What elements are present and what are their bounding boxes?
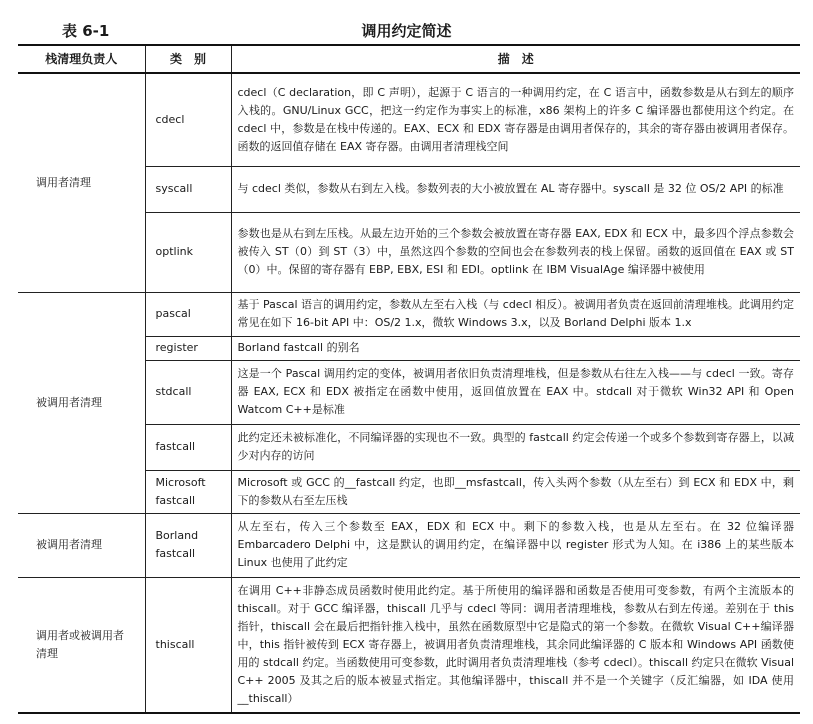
description-cell: 在调用 C++非静态成员函数时使用此约定。基于所使用的编译器和函数是否使用可变参数，有两个主流版本的 thiscall。对于 GCC 编译器，thiscall 几乎与 cdecl 等同：调用者清理堆栈，参数从右到左传递。差别在于 this 指针，thiscall 会在最后把指针推入栈中，虽然在函数原型中它是隐式的第一个参数。在微软 Visual C++编译器中，this 指针被传到 ECX 寄存器上，被调用者负责清理堆栈，其余同此编译器的 C 版本和 Windows API 函数使用的 stdcall 约定。当函数使用可变参数，此时调用者负责清理堆栈（参考 cdecl）。thiscall 约定只在微软 Visual C++ 2005 及其之后的版本被显式指定。其他编译器中，thiscall 并不是一个关键字（反汇编器，如 IDA 使用__thiscall） [231,577,800,713]
description-cell: Microsoft 或 GCC 的__fastcall 约定，也即__msfastcall，传入头两个参数（从左至右）到 ECX 和 EDX 中，剩下的参数从右至左压栈 [231,470,800,513]
description-cell: cdecl（C declaration，即 C 声明），起源于 C 语言的一种调用约定，在 C 语言中，函数参数是从右到左的顺序入栈的。GNU/Linux GCC，把这一约定作为事实上的标准，x86 架构上的许多 C 编译器也都使用这个约定。在 cdecl 中，参数是在栈中传递的。EAX、ECX 和 EDX 寄存器是由调用者保存的，其余的寄存器由被调用者保存。函数的返回值存储在 EAX 寄存器。由调用者清理栈空间 [231,73,800,166]
table-number: 表 6-1 [62,22,110,40]
description-cell: 与 cdecl 类似，参数从右到左入栈。参数列表的大小被放置在 AL 寄存器中。syscall 是 32 位 OS/2 API 的标准 [231,166,800,212]
category-cell: thiscall [145,577,231,713]
category-cell: fastcall [145,424,231,470]
table-header-row [18,45,800,73]
responsible-cell: 调用者或被调用者清理 [18,577,145,713]
category-cell: register [145,336,231,360]
description-cell: 从左至右，传入三个参数至 EAX，EDX 和 ECX 中。剩下的参数入栈，也是从左至右。在 32 位编译器 Embarcadero Delphi 中，这是默认的调用约定，在编译器中以 register 形式为人知。在 i386 上的某些版本 Linux 也使用了此约定 [231,513,800,577]
table-row [18,292,800,336]
calling-conventions-table [18,44,800,714]
category-cell: Microsoft fastcall [145,470,231,513]
responsible-cell: 被调用者清理 [18,292,145,513]
description-cell: 这是一个 Pascal 调用约定的变体，被调用者依旧负责清理堆栈，但是参数从右往左入栈——与 cdecl 一致。寄存器 EAX, ECX 和 EDX 被指定在函数中使用，返回值放置在 EAX 中。stdcall 对于微软 Win32 API 和 Open Watcom C++是标准 [231,360,800,424]
header-responsible: 栈清理负责人 [18,45,145,73]
table-row [18,513,800,577]
responsible-cell: 调用者清理 [18,73,145,292]
table-caption [0,0,813,44]
category-cell: pascal [145,292,231,336]
table-row [18,73,800,166]
description-cell: 基于 Pascal 语言的调用约定，参数从左至右入栈（与 cdecl 相反）。被调用者负责在返回前清理堆栈。此调用约定常见在如下 16-bit API 中：OS/2 1.x，微软 Windows 3.x，以及 Borland Delphi 版本 1.x [231,292,800,336]
responsible-cell: 被调用者清理 [18,513,145,577]
category-cell: stdcall [145,360,231,424]
description-cell: 参数也是从右到左压栈。从最左边开始的三个参数会被放置在寄存器 EAX, EDX 和 ECX 中，最多四个浮点参数会被传入 ST（0）到 ST（3）中，虽然这四个参数的空间也会在参数列表的栈上保留。函数的返回值在 EAX 或 ST（0）中。保留的寄存器有 EBP, EBX, ESI 和 EDI。optlink 在 IBM VisualAge 编译器中被使用 [231,212,800,292]
table-title: 调用约定简述 [361,22,452,40]
table-row [18,577,800,713]
category-cell: Borland fastcall [145,513,231,577]
category-cell: optlink [145,212,231,292]
header-description: 描 述 [231,45,800,73]
category-cell: cdecl [145,73,231,166]
header-category: 类 别 [145,45,231,73]
category-cell: syscall [145,166,231,212]
description-cell: 此约定还未被标准化，不同编译器的实现也不一致。典型的 fastcall 约定会传递一个或多个参数到寄存器上，以减少对内存的访问 [231,424,800,470]
description-cell: Borland fastcall 的别名 [231,336,800,360]
